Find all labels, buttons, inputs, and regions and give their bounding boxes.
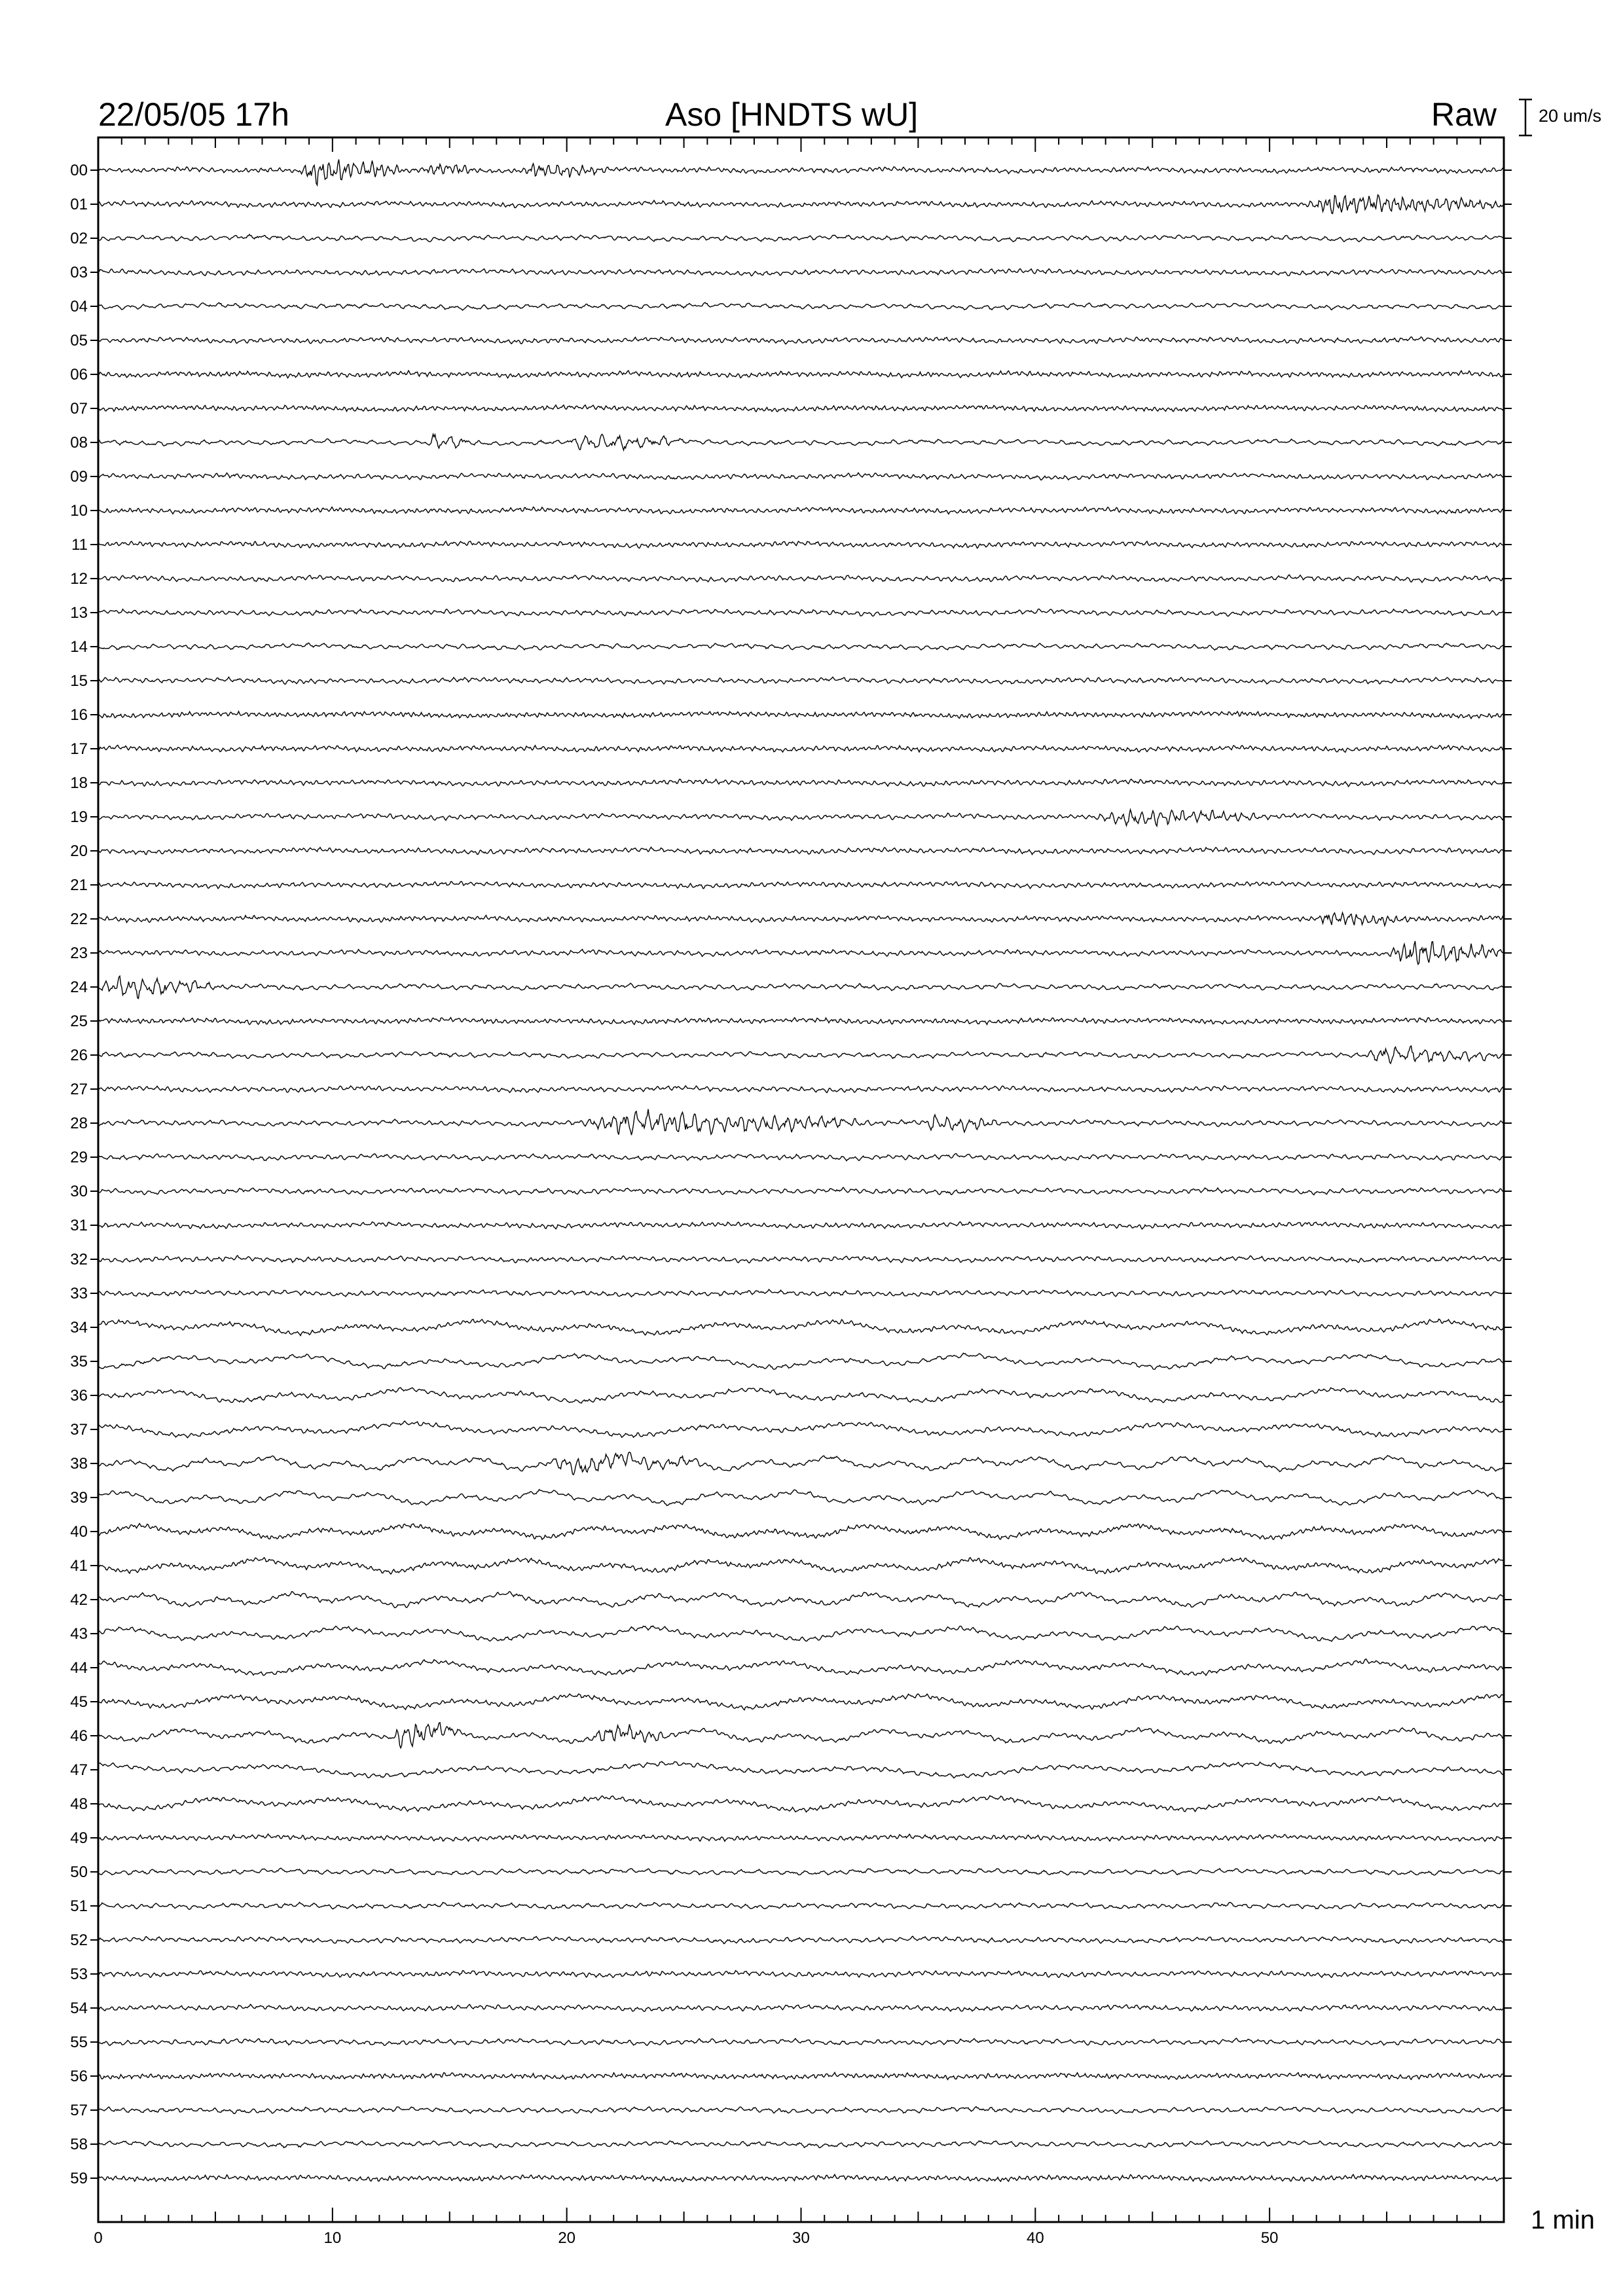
trace-line (98, 195, 1504, 214)
row-label: 27 (70, 1081, 88, 1098)
trace-line (98, 575, 1504, 583)
trace-line (98, 337, 1504, 344)
row-label: 04 (70, 298, 88, 315)
row-label: 44 (70, 1659, 88, 1677)
trace-line (98, 269, 1504, 276)
row-label: 03 (70, 264, 88, 281)
row-label: 56 (70, 2068, 88, 2085)
row-label: 00 (70, 162, 88, 179)
trace-line (98, 1086, 1504, 1093)
trace-line (98, 1187, 1504, 1194)
trace-line (98, 1524, 1504, 1539)
row-label: 31 (70, 1217, 88, 1234)
x-tick-label: 10 (323, 2229, 342, 2247)
row-label: 28 (70, 1115, 88, 1132)
trace-line (98, 912, 1504, 925)
trace-line (98, 1903, 1504, 1910)
row-label: 33 (70, 1285, 88, 1302)
x-tick-label: 20 (558, 2229, 576, 2247)
row-label: 06 (70, 366, 88, 384)
trace-line (98, 1796, 1504, 1812)
row-label: 53 (70, 1965, 88, 1983)
row-label: 18 (70, 774, 88, 792)
trace-line (98, 1046, 1504, 1064)
trace-line (98, 1319, 1504, 1335)
trace-line (98, 941, 1504, 965)
row-label: 52 (70, 1931, 88, 1949)
trace-line (98, 882, 1504, 889)
trace-line (98, 2141, 1504, 2148)
trace-line (98, 810, 1504, 826)
trace-line (98, 847, 1504, 854)
row-label: 42 (70, 1591, 88, 1609)
row-label: 01 (70, 196, 88, 213)
row-label: 48 (70, 1795, 88, 1813)
trace-line (98, 711, 1504, 719)
plot-frame (98, 137, 1504, 2222)
trace-line (98, 2038, 1504, 2045)
chart-title-right: Raw (1431, 96, 1497, 133)
trace-line (98, 302, 1504, 310)
row-label: 29 (70, 1149, 88, 1166)
trace-line (98, 2073, 1504, 2080)
trace-line (98, 677, 1504, 684)
trace-line (98, 1353, 1504, 1369)
x-tick-label: 40 (1026, 2229, 1044, 2247)
row-label: 47 (70, 1761, 88, 1779)
trace-line (98, 1936, 1504, 1943)
trace-line (98, 405, 1504, 412)
trace-line (98, 1834, 1504, 1841)
row-label: 15 (70, 672, 88, 690)
trace-line (98, 2107, 1504, 2114)
row-label: 13 (70, 604, 88, 622)
row-label: 36 (70, 1387, 88, 1405)
row-label: 46 (70, 1727, 88, 1745)
row-label: 08 (70, 434, 88, 452)
trace-line (98, 1421, 1504, 1438)
trace-line (98, 160, 1504, 185)
row-label: 21 (70, 876, 88, 894)
row-label: 25 (70, 1013, 88, 1030)
trace-line (98, 1723, 1504, 1748)
row-label: 55 (70, 2034, 88, 2051)
row-label: 10 (70, 502, 88, 520)
trace-line (98, 643, 1504, 650)
row-label: 40 (70, 1523, 88, 1541)
trace-line (98, 2174, 1504, 2181)
trace-line (98, 1868, 1504, 1875)
row-label: 45 (70, 1693, 88, 1711)
row-label: 50 (70, 1863, 88, 1881)
row-label: 17 (70, 740, 88, 758)
row-label: 49 (70, 1829, 88, 1847)
x-tick-label: 30 (792, 2229, 810, 2247)
row-label: 38 (70, 1455, 88, 1473)
row-label: 35 (70, 1353, 88, 1371)
row-label: 07 (70, 400, 88, 418)
row-label: 54 (70, 2000, 88, 2017)
trace-line (98, 1452, 1504, 1475)
trace-line (98, 1490, 1504, 1506)
row-label: 51 (70, 1897, 88, 1915)
row-label: 26 (70, 1047, 88, 1064)
trace-line (98, 1626, 1504, 1641)
row-label: 11 (71, 536, 88, 554)
row-label: 32 (70, 1251, 88, 1268)
trace-line (98, 1289, 1504, 1297)
trace-line (98, 2004, 1504, 2011)
row-label: 30 (70, 1183, 88, 1200)
row-label: 16 (70, 706, 88, 724)
time-tick-group (90, 137, 1512, 2222)
x-tick-label: 50 (1260, 2229, 1279, 2247)
row-label: 59 (70, 2170, 88, 2187)
row-label: 39 (70, 1489, 88, 1507)
trace-line (98, 1558, 1504, 1574)
row-label: 23 (70, 944, 88, 962)
row-label: 58 (70, 2136, 88, 2153)
row-label: 41 (70, 1557, 88, 1575)
trace-line (98, 1592, 1504, 1608)
row-label: 24 (70, 978, 88, 996)
trace-line (98, 1222, 1504, 1229)
trace-line (98, 507, 1504, 514)
trace-line (98, 541, 1504, 548)
row-label-group (70, 162, 88, 2187)
row-label: 57 (70, 2102, 88, 2119)
row-label: 20 (70, 842, 88, 860)
row-label: 37 (70, 1421, 88, 1439)
row-label: 02 (70, 230, 88, 247)
trace-line (98, 1109, 1504, 1136)
trace-line (98, 1694, 1504, 1710)
trace-line (98, 745, 1504, 753)
row-label: 19 (70, 808, 88, 826)
scale-label: 20 um/s (1539, 106, 1602, 126)
row-label: 14 (70, 638, 88, 656)
trace-line (98, 1018, 1504, 1025)
trace-line (98, 1388, 1504, 1403)
chart-title-left: 22/05/05 17h (98, 96, 289, 133)
trace-line (98, 609, 1504, 616)
trace-group (98, 160, 1504, 2182)
trace-line (98, 1255, 1504, 1263)
trace-line (98, 976, 1504, 998)
row-label: 05 (70, 332, 88, 350)
x-unit-label: 1 min (1531, 2206, 1595, 2234)
row-label: 43 (70, 1625, 88, 1643)
trace-line (98, 370, 1504, 378)
trace-line (98, 434, 1504, 450)
trace-line (98, 1154, 1504, 1161)
trace-line (98, 473, 1504, 480)
row-label: 34 (70, 1319, 88, 1336)
chart-title-center: Aso [HNDTS wU] (665, 96, 919, 133)
trace-line (98, 1761, 1504, 1778)
row-label: 22 (70, 910, 88, 928)
trace-line (98, 1971, 1504, 1978)
x-tick-label: 0 (94, 2229, 103, 2247)
trace-line (98, 234, 1504, 242)
trace-line (98, 1659, 1504, 1676)
trace-line (98, 779, 1504, 786)
row-label: 09 (70, 468, 88, 486)
row-label: 12 (70, 570, 88, 588)
x-tick-label-group (94, 2229, 1278, 2247)
